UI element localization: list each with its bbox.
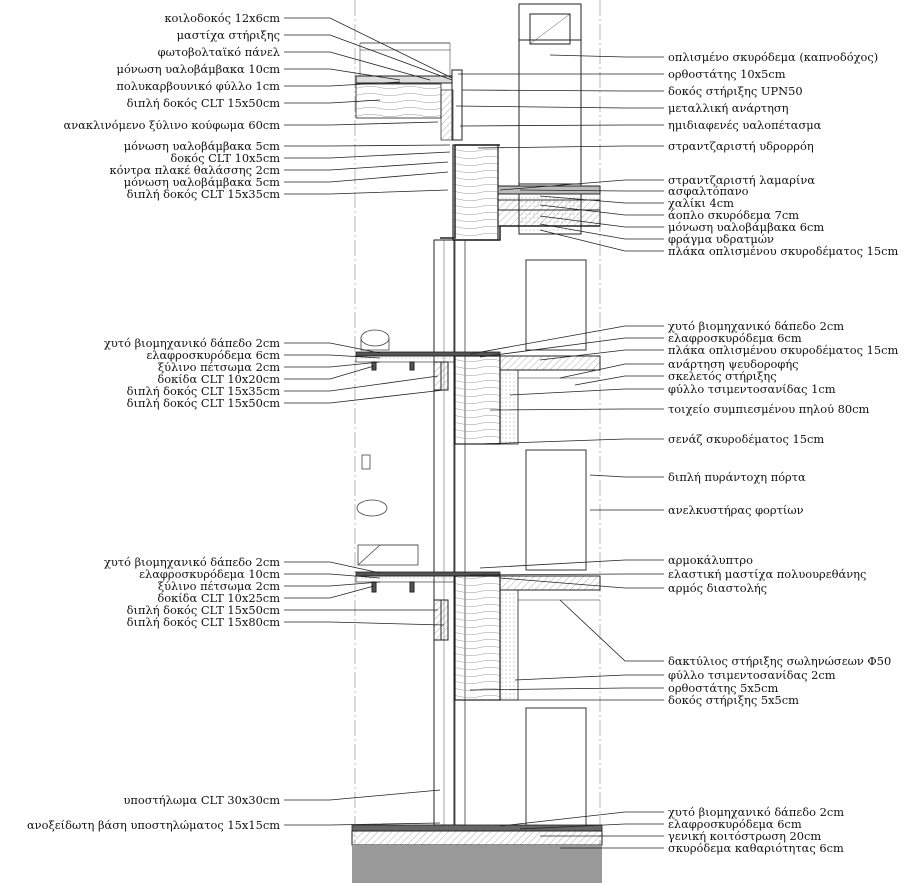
leader-line bbox=[284, 122, 438, 125]
label-left-8: δοκός CLT 10x5cm bbox=[170, 151, 280, 165]
label-right-26: δακτύλιος στήριξης σωληνώσεων Φ50 bbox=[668, 654, 892, 668]
label-right-32: γενική κοιτόστρωση 20cm bbox=[668, 829, 822, 843]
label-left-5: διπλή δοκός CLT 15x50cm bbox=[126, 96, 280, 110]
label-right-12: πλάκα οπλισμένου σκυροδέματος 15cm bbox=[668, 244, 899, 258]
label-right-9: άοπλο σκυρόδεμα 7cm bbox=[668, 208, 800, 222]
leader-line bbox=[284, 366, 374, 379]
leader-line bbox=[284, 343, 380, 353]
label-right-24: ελαστική μαστίχα πολυουρεθάνης bbox=[668, 567, 867, 581]
leader-line bbox=[575, 376, 664, 385]
leader-line bbox=[590, 475, 664, 477]
label-left-14: ξύλινο πέτσωμα 2cm bbox=[157, 360, 280, 374]
base-slab bbox=[352, 825, 602, 883]
label-left-18: χυτό βιομηχανικό δάπεδο 2cm bbox=[103, 555, 280, 569]
label-right-17: σκελετός στήριξης bbox=[668, 369, 777, 383]
leader-line bbox=[478, 146, 664, 148]
floor-1 bbox=[356, 352, 600, 444]
label-right-18: φύλλο τσιμεντοσανίδας 1cm bbox=[668, 382, 836, 396]
floor-2 bbox=[356, 572, 600, 700]
leader-line bbox=[480, 560, 664, 568]
label-right-30: χυτό βιομηχανικό δάπεδο 2cm bbox=[668, 805, 845, 819]
leader-line bbox=[284, 172, 448, 182]
label-right-19: τοιχείο συμπιεσμένου πηλού 80cm bbox=[668, 402, 870, 416]
leader-line bbox=[284, 622, 444, 625]
label-right-7: ασφαλτόπανο bbox=[668, 184, 749, 198]
leader-line bbox=[550, 55, 664, 57]
leader-line bbox=[284, 376, 438, 391]
label-left-17: διπλή δοκός CLT 15x50cm bbox=[126, 396, 280, 410]
label-right-22: ανελκυστήρας φορτίων bbox=[668, 503, 804, 517]
label-right-0: οπλισμένο σκυρόδεμα (καπνοδόχος) bbox=[668, 50, 879, 64]
label-left-10: μόνωση υαλοβάμβακα 5cm bbox=[123, 175, 280, 189]
leader-line bbox=[284, 145, 450, 146]
label-right-8: χαλίκι 4cm bbox=[668, 196, 734, 210]
label-right-6: στραντζαριστή λαμαρίνα bbox=[668, 173, 816, 187]
label-left-21: δοκίδα CLT 10x25cm bbox=[157, 591, 280, 605]
label-right-16: ανάρτηση ψευδοροφής bbox=[668, 357, 799, 371]
label-left-9: κόντρα πλακέ θαλάσσης 2cm bbox=[109, 163, 280, 177]
label-left-4: πολυκαρβουνικό φύλλο 1cm bbox=[116, 79, 280, 93]
leader-line bbox=[284, 390, 444, 403]
label-left-3: μόνωση υαλοβάμβακα 10cm bbox=[116, 62, 280, 76]
label-right-21: διπλή πυράντοχη πόρτα bbox=[668, 470, 806, 484]
label-right-20: σενάζ σκυροδέματος 15cm bbox=[668, 432, 825, 446]
label-right-27: φύλλο τσιμεντοσανίδας 2cm bbox=[668, 668, 836, 682]
leader-line bbox=[284, 162, 448, 170]
label-right-1: ορθοστάτης 10x5cm bbox=[668, 67, 786, 81]
label-right-3: μεταλλική ανάρτηση bbox=[668, 101, 789, 115]
label-right-2: δοκός στήριξης UPN50 bbox=[668, 84, 803, 98]
label-left-24: υποστήλωμα CLT 30x30cm bbox=[123, 793, 280, 807]
label-left-25: ανοξείδωτη βάση υποστηλώματος 15x15cm bbox=[26, 818, 280, 832]
label-left-6: ανακλινόμενο ξύλινο κούφωμα 60cm bbox=[63, 118, 280, 132]
label-right-13: χυτό βιομηχανικό δάπεδο 2cm bbox=[668, 319, 845, 333]
label-right-4: ημιδιαφενές υαλοπέτασμα bbox=[668, 118, 822, 132]
label-left-23: διπλή δοκός CLT 15x80cm bbox=[126, 615, 280, 629]
label-left-2: φωτοβολταϊκό πάνελ bbox=[157, 45, 280, 59]
label-left-13: ελαφροσκυρόδεμα 6cm bbox=[146, 348, 280, 362]
label-right-25: αρμός διαστολής bbox=[668, 581, 768, 595]
label-left-16: διπλή δοκός CLT 15x35cm bbox=[126, 384, 280, 398]
leader-line bbox=[284, 362, 380, 367]
label-right-29: δοκός στήριξης 5x5cm bbox=[668, 693, 799, 707]
sanitary-fixtures bbox=[357, 330, 418, 565]
label-left-0: κοιλοδοκός 12x6cm bbox=[164, 11, 280, 25]
leader-line bbox=[460, 125, 664, 126]
door-and-lift bbox=[526, 260, 586, 828]
label-left-12: χυτό βιομηχανικό δάπεδο 2cm bbox=[103, 336, 280, 350]
facade-column bbox=[434, 240, 465, 825]
left-leaders bbox=[284, 18, 452, 825]
leader-line bbox=[284, 152, 450, 158]
label-right-10: μόνωση υαλοβάμβακα 6cm bbox=[668, 220, 825, 234]
label-left-1: μαστίχα στήριξης bbox=[176, 28, 280, 42]
leader-line bbox=[284, 586, 374, 598]
leader-line bbox=[284, 562, 380, 573]
leader-line bbox=[515, 675, 664, 680]
label-right-11: φράγμα υδρατμών bbox=[668, 232, 774, 246]
roof-canopy bbox=[356, 43, 462, 140]
leader-line bbox=[456, 106, 664, 108]
leader-line bbox=[284, 582, 380, 586]
leader-line bbox=[284, 35, 452, 80]
label-left-22: διπλή δοκός CLT 15x50cm bbox=[126, 603, 280, 617]
label-left-11: διπλή δοκός CLT 15x35cm bbox=[126, 187, 280, 201]
label-left-19: ελαφροσκυρόδεμα 10cm bbox=[139, 567, 280, 581]
leader-line bbox=[560, 600, 664, 661]
label-left-7: μόνωση υαλοβάμβακα 5cm bbox=[123, 139, 280, 153]
leader-line bbox=[284, 790, 440, 800]
label-right-28: ορθοστάτης 5x5cm bbox=[668, 681, 779, 695]
label-right-14: ελαφροσκυρόδεμα 6cm bbox=[668, 331, 802, 345]
label-right-15: πλάκα οπλισμένου σκυροδέματος 15cm bbox=[668, 343, 899, 357]
label-left-15: δοκίδα CLT 10x20cm bbox=[157, 372, 280, 386]
label-right-5: στραντζαριστή υδρορρόη bbox=[668, 139, 814, 153]
label-left-20: ξύλινο πέτσωμα 2cm bbox=[157, 579, 280, 593]
label-right-23: αρμοκάλυπτρο bbox=[668, 553, 753, 567]
leader-line bbox=[462, 90, 664, 91]
leader-line bbox=[510, 389, 664, 395]
label-right-31: ελαφροσκυρόδεμα 6cm bbox=[668, 817, 802, 831]
leader-line bbox=[284, 190, 448, 194]
roof-slab bbox=[440, 145, 600, 240]
label-right-33: σκυρόδεμα καθαριότητας 6cm bbox=[668, 841, 844, 855]
